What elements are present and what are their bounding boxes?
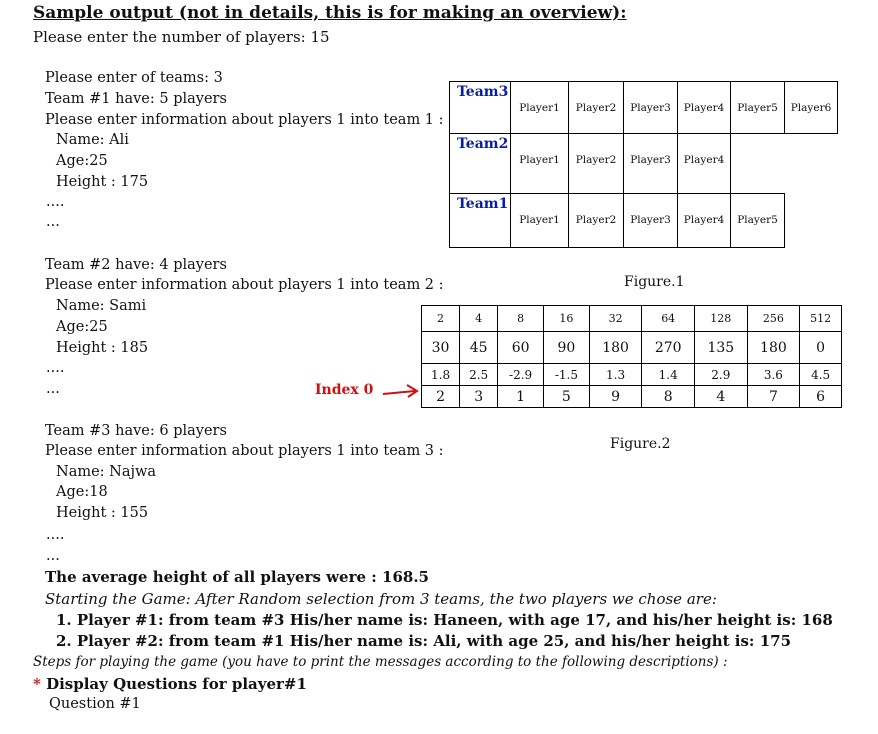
fig2-cell: 7: [747, 386, 800, 408]
team1-player5: Player5: [730, 193, 785, 248]
display-line: [33, 675, 307, 693]
fig2-cell: 16: [544, 306, 590, 332]
team1-box: [449, 193, 511, 248]
fig2-cell: 9: [589, 386, 642, 408]
team3-label: Team3: [457, 84, 509, 100]
fig2-cell: 128: [695, 306, 748, 332]
fig2-cell: 1.3: [589, 364, 642, 386]
bullet-star: *: [33, 675, 41, 693]
index0-label: Index 0: [315, 382, 374, 398]
player1-line: 1. Player #1: from team #3 His/her name is: Haneen, with age 17, and his/her height is: 168: [56, 611, 833, 629]
team3-info: Please enter information about players 1 into team 3 :: [45, 443, 444, 459]
fig2-cell: 90: [544, 332, 590, 364]
team2-age: Age:25: [56, 319, 108, 335]
fig2-cell: 45: [460, 332, 498, 364]
team1-dots2: ...: [46, 214, 60, 230]
team2-label: Team2: [457, 136, 509, 152]
fig2-cell: 5: [544, 386, 590, 408]
team3-player1: Player1: [510, 81, 569, 134]
fig2-cell: 4: [695, 386, 748, 408]
question-line: Question #1: [49, 696, 141, 712]
teams-line: Please enter of teams: 3: [45, 70, 223, 86]
team2-player2: Player2: [568, 133, 624, 194]
team1-have: Team #1 have: 5 players: [45, 91, 227, 107]
team2-player1: Player1: [510, 133, 569, 194]
figure1-caption: Figure.1: [624, 274, 685, 290]
team2-dots2: ...: [46, 381, 60, 397]
starting-line: Starting the Game: After Random selection from 3 teams, the two players we chose are:: [45, 590, 717, 608]
player2-line: 2. Player #2: from team #1 His/her name is: Ali, with age 25, and his/her height is: 175: [56, 632, 792, 650]
team3-height: Height : 155: [56, 505, 149, 521]
team1-dots: ....: [46, 194, 65, 210]
figure2-table: [421, 305, 842, 408]
team3-player5: Player5: [730, 81, 785, 134]
team2-height: Height : 185: [56, 340, 149, 356]
fig2-cell: 6: [800, 386, 842, 408]
team1-name: Name: Ali: [56, 132, 129, 148]
team3-dots2: ...: [46, 548, 60, 564]
team3-player3: Player3: [623, 81, 678, 134]
fig2-row-values: [422, 364, 842, 386]
fig2-row-keys: [422, 306, 842, 332]
fig2-cell: 4.5: [800, 364, 842, 386]
fig2-cell: 270: [642, 332, 695, 364]
team1-player2: Player2: [568, 193, 624, 248]
fig2-row-angles: [422, 332, 842, 364]
team3-dots: ....: [46, 527, 65, 543]
fig2-cell: 180: [747, 332, 800, 364]
display-text: Display Questions for player#1: [46, 675, 307, 693]
fig2-cell: 2: [422, 386, 460, 408]
fig2-cell: 60: [498, 332, 544, 364]
team3-player6: Player6: [784, 81, 838, 134]
fig2-cell: 3.6: [747, 364, 800, 386]
team2-info: Please enter information about players 1 into team 2 :: [45, 277, 444, 293]
fig2-cell: 8: [498, 306, 544, 332]
fig2-cell: 1.4: [642, 364, 695, 386]
fig2-cell: 2: [422, 306, 460, 332]
fig2-cell: -2.9: [498, 364, 544, 386]
steps-line: Steps for playing the game (you have to print the messages according to the following descriptions) :: [33, 654, 728, 670]
team3-have: Team #3 have: 6 players: [45, 423, 227, 439]
team1-height: Height : 175: [56, 174, 149, 190]
fig2-cell: 1.8: [422, 364, 460, 386]
intro-line: Please enter the number of players: 15: [33, 28, 330, 46]
team1-player4: Player4: [677, 193, 731, 248]
team3-age: Age:18: [56, 484, 108, 500]
team2-box: [449, 133, 511, 194]
fig2-row-indexes: [422, 386, 842, 408]
team1-player3: Player3: [623, 193, 678, 248]
fig2-cell: 135: [695, 332, 748, 364]
team3-name: Name: Najwa: [56, 464, 157, 480]
team3-player4: Player4: [677, 81, 731, 134]
average-line: The average height of all players were : 168.5: [45, 568, 429, 586]
team2-player4: Player4: [677, 133, 731, 194]
team2-name: Name: Sami: [56, 298, 147, 314]
fig2-cell: 512: [800, 306, 842, 332]
fig2-cell: 1: [498, 386, 544, 408]
team2-dots: ....: [46, 360, 65, 376]
fig2-cell: 64: [642, 306, 695, 332]
fig2-cell: 2.5: [460, 364, 498, 386]
team3-player2: Player2: [568, 81, 624, 134]
fig2-cell: 32: [589, 306, 642, 332]
team3-box: [449, 81, 511, 134]
figure2-caption: Figure.2: [610, 436, 671, 452]
fig2-cell: 3: [460, 386, 498, 408]
team1-player1: Player1: [510, 193, 569, 248]
fig2-cell: 256: [747, 306, 800, 332]
index-arrow-icon: [381, 383, 421, 399]
team2-have: Team #2 have: 4 players: [45, 257, 227, 273]
fig2-cell: -1.5: [544, 364, 590, 386]
fig2-cell: 8: [642, 386, 695, 408]
team1-info: Please enter information about players 1 into team 1 :: [45, 112, 444, 128]
team1-label: Team1: [457, 196, 509, 212]
fig2-cell: 4: [460, 306, 498, 332]
fig2-cell: 2.9: [695, 364, 748, 386]
team1-age: Age:25: [56, 153, 108, 169]
team2-player3: Player3: [623, 133, 678, 194]
fig2-cell: 180: [589, 332, 642, 364]
fig2-cell: 30: [422, 332, 460, 364]
fig2-cell: 0: [800, 332, 842, 364]
page-heading: Sample output (not in details, this is for making an overview):: [33, 3, 627, 23]
